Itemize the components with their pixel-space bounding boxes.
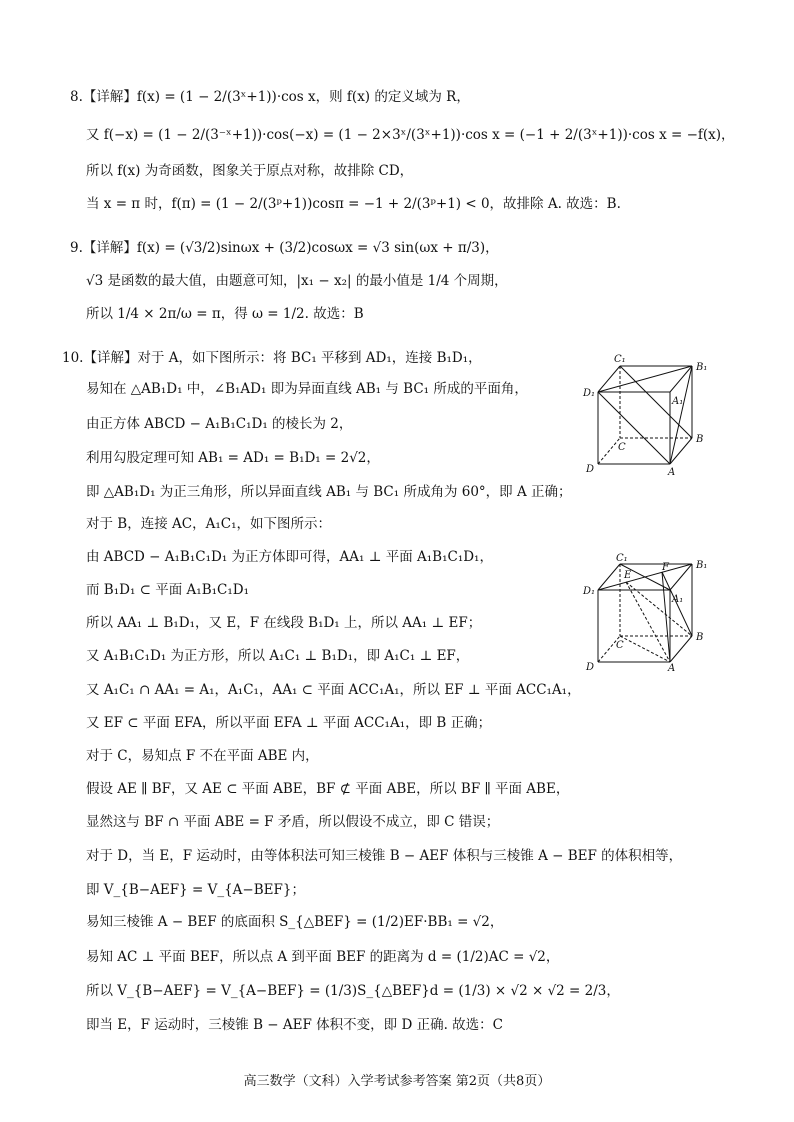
p10-line-20: 所以 V_{B−AEF} = V_{A−BEF} = (1/3)S_{△BEF}d = (1/3) × √2 × √2 = 2/3， xyxy=(86,983,620,999)
fig2-label-a1: A₁ xyxy=(672,594,684,605)
fig1-label-b1: B₁ xyxy=(696,362,708,373)
p10-line-18: 易知三棱锥 A − BEF 的底面积 S_{△BEF} = (1/2)EF·BB₁ = √2， xyxy=(86,914,504,930)
p10-line-10: 又 A₁B₁C₁D₁ 为正方形，所以 A₁C₁ ⊥ B₁D₁，即 A₁C₁ ⊥ EF， xyxy=(86,648,470,664)
p8-line-3: 所以 f(x) 为奇函数，图象关于原点对称，故排除 CD， xyxy=(86,163,414,179)
p8-number: 8.【详解】 xyxy=(70,89,137,105)
fig2-label-e: E xyxy=(624,570,632,581)
p10-line-16: 对于 D，当 E，F 运动时，由等体积法可知三棱锥 B − AEF 体积与三棱锥 A − BEF 的体积相等， xyxy=(86,848,683,864)
p10-line-8: 而 B₁D₁ ⊂ 平面 A₁B₁C₁D₁ xyxy=(86,582,250,598)
cube-figure-2 xyxy=(580,552,710,672)
fig2-label-c: C xyxy=(616,640,624,651)
cube-figure-1 xyxy=(580,352,710,477)
p9-line-2: √3 是函数的最大值，由题意可知，|x₁ − x₂| 的最小值是 1/4 个周期， xyxy=(86,273,508,289)
fig2-label-d1: D₁ xyxy=(583,586,596,597)
p10-number: 10.【详解】 xyxy=(62,350,138,366)
p10-line-3: 由正方体 ABCD − A₁B₁C₁D₁ 的棱长为 2， xyxy=(86,416,353,432)
p9-line-3: 所以 1/4 × 2π/ω = π，得 ω = 1/2. 故选：B xyxy=(86,306,364,322)
p10-line-4: 利用勾股定理可知 AB₁ = AD₁ = B₁D₁ = 2√2， xyxy=(86,450,380,466)
p10-line-2: 易知在 △AB₁D₁ 中，∠B₁AD₁ 即为异面直线 AB₁ 与 BC₁ 所成的平面角， xyxy=(86,381,528,397)
p10-line-19: 易知 AC ⊥ 平面 BEF，所以点 A 到平面 BEF 的距离为 d = (1/2)AC = √2， xyxy=(86,949,560,965)
page-footer: 高三数学（文科）入学考试参考答案 第2页（共8页） xyxy=(243,1074,551,1089)
p10-line-13: 对于 C，易知点 F 不在平面 ABE 内， xyxy=(86,748,319,764)
fig1-label-b: B xyxy=(696,434,704,445)
fig2-label-c1: C₁ xyxy=(616,553,628,564)
p9-number: 9.【详解】 xyxy=(70,240,137,256)
fig1-label-d1: D₁ xyxy=(583,388,596,399)
fig1-label-a: A xyxy=(668,467,676,477)
p8-line-1: 8.【详解】f(x) = (1 − 2/(3ˣ+1))·cos x，则 f(x) 的定义域为 R， xyxy=(70,89,470,105)
p9-line-1: 9.【详解】f(x) = (√3/2)sinωx + (3/2)cosωx = √3 sin(ωx + π/3)， xyxy=(70,240,499,256)
fig1-label-a1: A₁ xyxy=(672,396,684,407)
fig2-label-d: D xyxy=(586,662,595,672)
p10-line-7: 由 ABCD − A₁B₁C₁D₁ 为正方体即可得，AA₁ ⊥ 平面 A₁B₁C₁D₁， xyxy=(86,549,493,565)
p8-line-4: 当 x = π 时，f(π) = (1 − 2/(3ᵖ+1))cosπ = −1 + 2/(3ᵖ+1) < 0，故排除 A. 故选：B. xyxy=(86,196,621,212)
fig2-label-a: A xyxy=(668,663,676,672)
p10-line-17: 即 V_{B−AEF} = V_{A−BEF}； xyxy=(86,882,305,898)
fig1-label-c1: C₁ xyxy=(614,354,626,365)
p10-line-14: 假设 AE ∥ BF，又 AE ⊂ 平面 ABE，BF ⊄ 平面 ABE，所以 BF ∥ 平面 ABE， xyxy=(86,781,570,797)
p10-line-21: 即当 E，F 运动时，三棱锥 B − AEF 体积不变，即 D 正确. 故选：C xyxy=(86,1017,503,1033)
p10-line-5: 即 △AB₁D₁ 为正三角形，所以异面直线 AB₁ 与 BC₁ 所成角为 60°，即 A 正确； xyxy=(86,484,572,500)
p8-line-2: 又 f(−x) = (1 − 2/(3⁻ˣ+1))·cos(−x) = (1 − 2×3ˣ/(3ˣ+1))·cos x = (−1 + 2/(3ˣ+1))·cos x = −f(x)， xyxy=(86,127,735,143)
p10-line-1: 10.【详解】对于 A，如下图所示：将 BC₁ 平移到 AD₁，连接 B₁D₁， xyxy=(62,350,482,366)
fig2-label-b: B xyxy=(696,632,704,643)
fig1-label-c: C xyxy=(618,442,626,453)
fig2-label-b1: B₁ xyxy=(696,560,708,571)
p10-line-15: 显然这与 BF ∩ 平面 ABE = F 矛盾，所以假设不成立，即 C 错误； xyxy=(86,814,500,830)
p10-line-12: 又 EF ⊂ 平面 EFA，所以平面 EFA ⊥ 平面 ACC₁A₁，即 B 正确； xyxy=(86,715,492,731)
fig2-label-f: F xyxy=(662,562,669,573)
p10-line-11: 又 A₁C₁ ∩ AA₁ = A₁，A₁C₁，AA₁ ⊂ 平面 ACC₁A₁，所以 EF ⊥ 平面 ACC₁A₁， xyxy=(86,682,581,698)
p10-line-9: 所以 AA₁ ⊥ B₁D₁，又 E，F 在线段 B₁D₁ 上，所以 AA₁ ⊥ EF； xyxy=(86,615,482,631)
p10-line-6: 对于 B，连接 AC，A₁C₁，如下图所示： xyxy=(86,516,331,532)
fig1-label-d: D xyxy=(586,464,595,475)
